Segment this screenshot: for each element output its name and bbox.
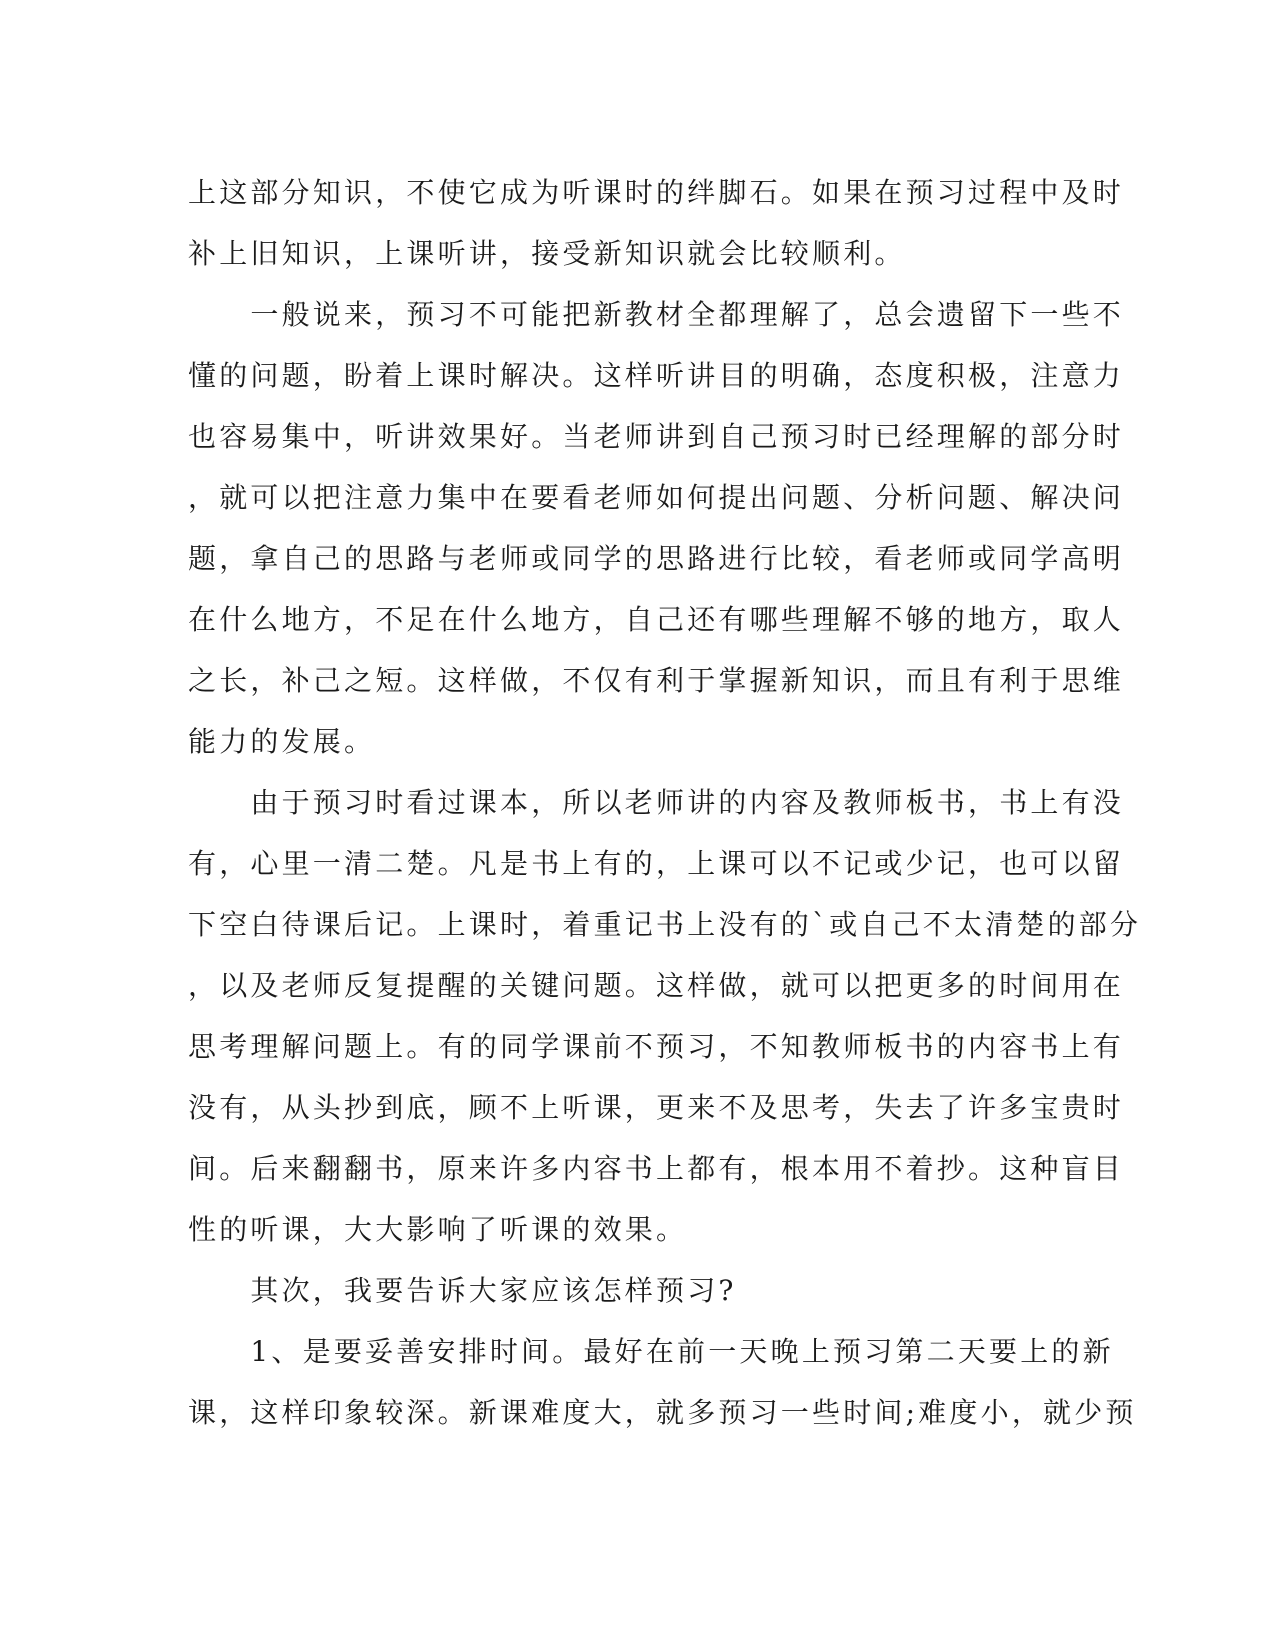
text-line: 上这部分知识，不使它成为听课时的绊脚石。如果在预习过程中及时	[188, 176, 1125, 209]
text-line: 间。后来翻翻书，原来许多内容书上都有，根本用不着抄。这种盲目	[188, 1152, 1125, 1185]
text-line: ，就可以把注意力集中在要看老师如何提出问题、分析问题、解决问	[188, 481, 1125, 514]
document-body	[188, 162, 1142, 1443]
text-line: 在什么地方，不足在什么地方，自己还有哪些理解不够的地方，取人	[188, 603, 1125, 636]
text-line: 有，心里一清二楚。凡是书上有的，上课可以不记或少记，也可以留	[188, 847, 1125, 880]
text-line: 其次，我要告诉大家应该怎样预习?	[188, 1274, 737, 1307]
text-line: 下空白待课后记。上课时，着重记书上没有的`或自己不太清楚的部分	[188, 908, 1142, 941]
text-line: 题，拿自己的思路与老师或同学的思路进行比较，看老师或同学高明	[188, 542, 1125, 575]
text-line: 之长，补己之短。这样做，不仅有利于掌握新知识，而且有利于思维	[188, 664, 1125, 697]
text-line: 能力的发展。	[188, 725, 376, 758]
text-line: ，以及老师反复提醒的关键问题。这样做，就可以把更多的时间用在	[188, 969, 1125, 1002]
text-line: 补上旧知识，上课听讲，接受新知识就会比较顺利。	[188, 237, 906, 270]
text-line: 思考理解问题上。有的同学课前不预习，不知教师板书的内容书上有	[188, 1030, 1125, 1063]
text-line: 性的听课，大大影响了听课的效果。	[188, 1213, 688, 1246]
text-line: 懂的问题，盼着上课时解决。这样听讲目的明确，态度积极，注意力	[188, 359, 1125, 392]
text-line: 由于预习时看过课本，所以老师讲的内容及教师板书，书上有没	[188, 786, 1125, 819]
text-line: 1、是要妥善安排时间。最好在前一天晚上预习第二天要上的新	[188, 1335, 1114, 1368]
text-line: 也容易集中，听讲效果好。当老师讲到自己预习时已经理解的部分时	[188, 420, 1125, 453]
text-line: 一般说来，预习不可能把新教材全都理解了，总会遗留下一些不	[188, 298, 1125, 331]
text-line: 课，这样印象较深。新课难度大，就多预习一些时间;难度小，就少预	[188, 1396, 1137, 1429]
text-line: 没有，从头抄到底，顾不上听课，更来不及思考，失去了许多宝贵时	[188, 1091, 1125, 1124]
